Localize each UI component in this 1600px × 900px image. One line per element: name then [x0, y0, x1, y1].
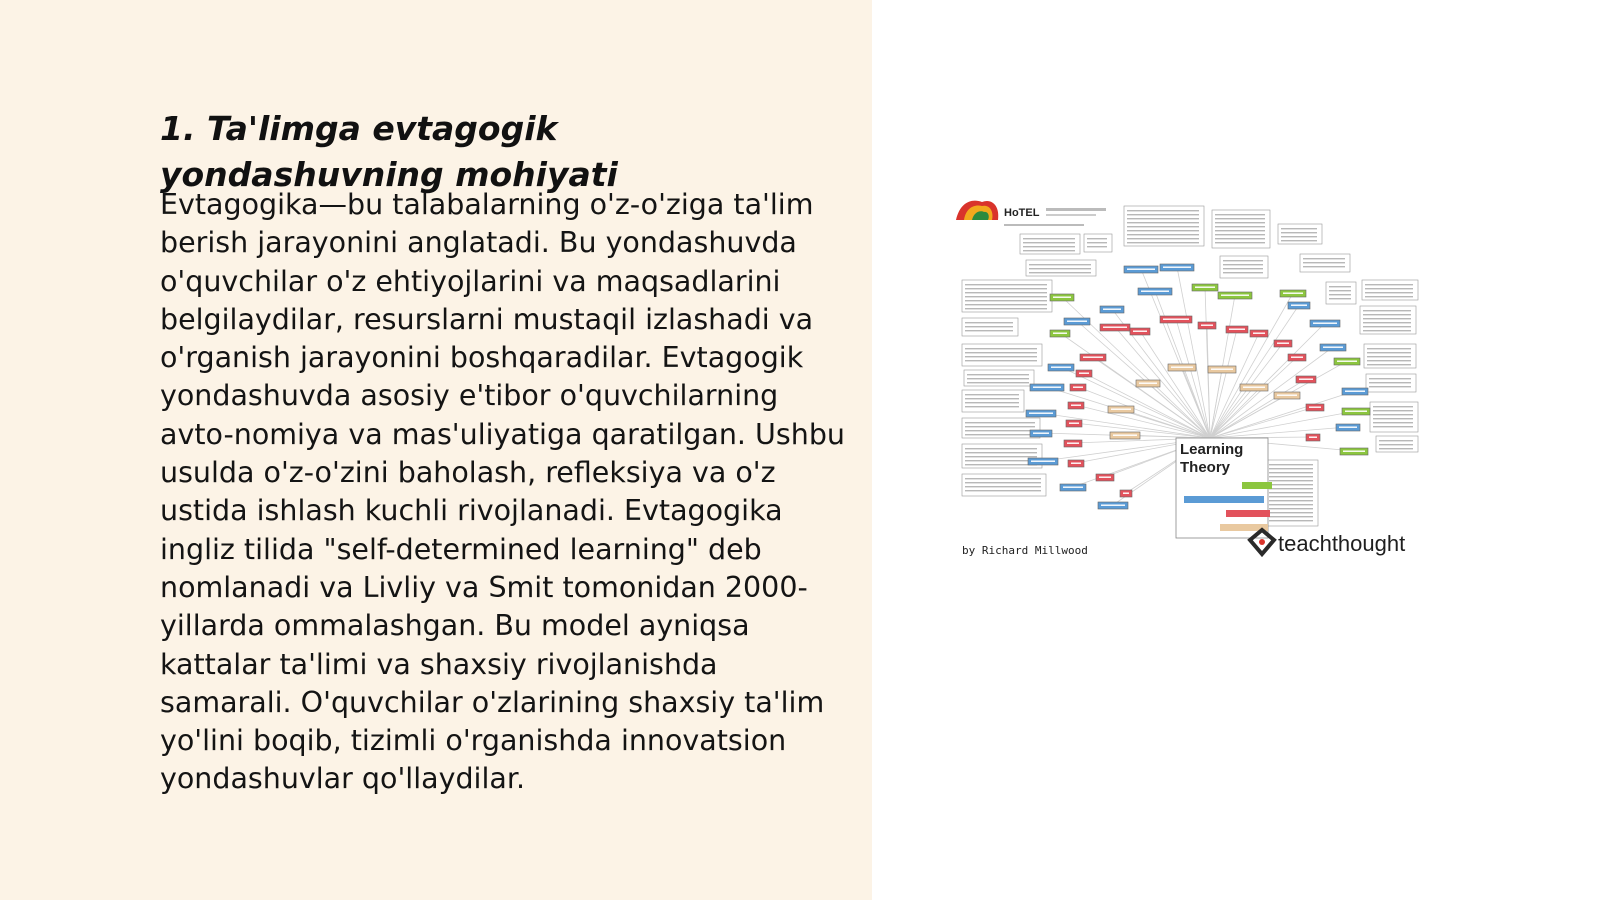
node-text-line [1171, 367, 1193, 368]
note-text-line [1363, 322, 1411, 323]
note-text-line [1367, 348, 1411, 349]
note-text-line [1127, 238, 1199, 239]
note-text-line [1373, 426, 1413, 427]
note-text-line [1367, 356, 1411, 357]
note-text-line [1329, 294, 1351, 295]
note-text-line [965, 326, 1013, 327]
node-text-line [1071, 463, 1081, 464]
note-text-line [965, 304, 1047, 305]
note-text-line [965, 422, 1035, 423]
node-text-line [1195, 287, 1215, 288]
node-text-line [1339, 427, 1357, 428]
note-text-line [965, 288, 1047, 289]
note-text-line [1127, 210, 1199, 211]
mindmap-note [962, 474, 1046, 496]
note-text-line [1223, 268, 1263, 269]
node-text-line [1127, 269, 1155, 270]
node-text-line [1277, 395, 1297, 396]
node-text-line [1343, 451, 1365, 452]
note-text-line [1023, 246, 1075, 247]
note-text-line [1303, 266, 1345, 267]
note-text-line [965, 356, 1037, 357]
note-text-line [1269, 508, 1313, 509]
node-text-line [1067, 321, 1087, 322]
note-text-line [1379, 440, 1413, 441]
note-text-line [1269, 512, 1313, 513]
note-text-line [1029, 268, 1091, 269]
node-text-line [1139, 383, 1157, 384]
note-text-line [965, 490, 1041, 491]
note-text-line [1365, 292, 1413, 293]
note-text-line [1363, 326, 1411, 327]
node-text-line [1033, 433, 1049, 434]
note-text-line [965, 486, 1041, 487]
note-text-line [1379, 448, 1413, 449]
node-text-line [1345, 391, 1365, 392]
node-text-line [1053, 297, 1071, 298]
note-text-line [1269, 492, 1313, 493]
note-text-line [1269, 504, 1313, 505]
node-text-line [1053, 333, 1067, 334]
note-text-line [1029, 272, 1091, 273]
teachthought-brand-text: teachthought [1278, 531, 1406, 556]
node-text-line [1103, 327, 1127, 328]
node-text-line [1313, 323, 1337, 324]
note-text-line [965, 300, 1047, 301]
note-text-line [1269, 476, 1313, 477]
note-text-line [1215, 238, 1265, 239]
note-text-line [1269, 516, 1313, 517]
note-text-line [965, 348, 1037, 349]
mindmap-note [1326, 282, 1356, 304]
note-text-line [965, 402, 1019, 403]
node-text-line [1073, 387, 1083, 388]
note-text-line [1373, 418, 1413, 419]
mindmap-note [962, 344, 1042, 366]
note-text-line [1023, 250, 1075, 251]
note-text-line [1281, 240, 1317, 241]
note-text-line [1269, 496, 1313, 497]
note-text-line [1329, 290, 1351, 291]
note-text-line [1127, 230, 1199, 231]
note-text-line [965, 456, 1037, 457]
note-text-line [1369, 386, 1411, 387]
note-text-line [1363, 330, 1411, 331]
note-text-line [965, 478, 1041, 479]
note-text-line [1369, 378, 1411, 379]
node-text-line [1323, 347, 1343, 348]
node-text-line [1221, 295, 1249, 296]
note-text-line [1303, 262, 1345, 263]
note-text-line [1127, 226, 1199, 227]
note-text-line [965, 308, 1047, 309]
note-text-line [1363, 310, 1411, 311]
note-text-line [965, 482, 1041, 483]
note-text-line [965, 398, 1019, 399]
note-text-line [1215, 242, 1265, 243]
node-text-line [1163, 319, 1189, 320]
note-text-line [1023, 242, 1075, 243]
note-text-line [1127, 222, 1199, 223]
note-text-line [1223, 264, 1263, 265]
note-text-line [1365, 288, 1413, 289]
node-text-line [1337, 361, 1357, 362]
slide-body-text: Evtagogika—bu talabalarning o'z-o'ziga ta'lim berish jarayonini anglatadi. Bu yondashuvda o'quvchilar o'z ehtiyojlarini va maqsadlarini belgilaydilar, resurslarni mustaqil izlashadi va o'rganish jarayonini boshqaradilar. Evtagogik yondashuvda asosiy e'tibor o'quvchilarning avto-nomiya va mas'uliyatiga qaratilgan. Ushbu usulda o'z-o'zini baholash, refleksiya va o'z ustida ishlash kuchli rivojlanadi. Evtagogika ingliz tilida "self-determined learning" deb nomlanadi va Livliy va Smit tomonidan 2000-yillarda ommalashgan. Bu model ayniqsa kattalar ta'limi va shaxsiy rivojlanishda samarali. O'quvchilar o'zlarining shaxsiy ta'lim yo'lini boqib, tizimli o'rganishda innovatsion yondashuvlar qo'llaydilar. [160, 188, 845, 796]
node-text-line [1291, 305, 1307, 306]
note-text-line [1281, 228, 1317, 229]
learning-theory-line1: Learning [1180, 441, 1244, 458]
note-text-line [1127, 242, 1199, 243]
node-text-line [1133, 331, 1147, 332]
mindmap-note [962, 390, 1024, 412]
note-text-line [1281, 232, 1317, 233]
note-text-line [1269, 488, 1313, 489]
note-text-line [965, 434, 1035, 435]
learning-theory-box [1176, 438, 1272, 538]
note-text-line [965, 406, 1019, 407]
note-text-line [965, 426, 1035, 427]
note-text-line [1367, 352, 1411, 353]
note-text-line [1215, 230, 1265, 231]
note-text-line [965, 430, 1035, 431]
note-text-line [965, 296, 1047, 297]
note-text-line [965, 452, 1037, 453]
learning-theory-mindmap-image [950, 198, 1450, 573]
note-text-line [1303, 258, 1345, 259]
node-text-line [1029, 413, 1053, 414]
node-text-line [1211, 369, 1233, 370]
slide-title: 1. Ta'limga evtagogik yondashuvning mohiyati [160, 109, 618, 194]
node-text-line [1069, 423, 1079, 424]
learning-theory-line2: Theory [1180, 459, 1231, 476]
note-text-line [1269, 472, 1313, 473]
note-text-line [1373, 410, 1413, 411]
note-text-line [1269, 480, 1313, 481]
note-text-line [965, 292, 1047, 293]
node-text-line [1163, 267, 1191, 268]
note-text-line [1365, 284, 1413, 285]
note-text-line [1363, 318, 1411, 319]
node-text-line [1063, 487, 1083, 488]
note-text-line [1215, 214, 1265, 215]
node-text-line [1141, 291, 1169, 292]
note-text-line [1379, 444, 1413, 445]
node-text-line [1243, 387, 1265, 388]
note-text-line [965, 360, 1037, 361]
note-text-line [1269, 468, 1313, 469]
note-text-line [1215, 234, 1265, 235]
note-text-line [1367, 360, 1411, 361]
note-text-line [965, 284, 1047, 285]
note-text-line [965, 464, 1037, 465]
note-text-line [1127, 218, 1199, 219]
node-text-line [1031, 461, 1055, 462]
mindmap-note [1220, 256, 1268, 278]
note-text-line [1269, 520, 1313, 521]
note-text-line [967, 374, 1029, 375]
note-text-line [1215, 226, 1265, 227]
note-text-line [1369, 382, 1411, 383]
note-text-line [965, 460, 1037, 461]
node-text-line [1033, 387, 1061, 388]
byline-text: by Richard Millwood [962, 544, 1088, 557]
node-text-line [1111, 409, 1131, 410]
node-text-line [1071, 405, 1081, 406]
node-text-line [1113, 435, 1137, 436]
note-text-line [965, 330, 1013, 331]
node-text-line [1101, 505, 1125, 506]
note-text-line [965, 352, 1037, 353]
note-text-line [1215, 222, 1265, 223]
node-text-line [1201, 325, 1213, 326]
note-text-line [1127, 234, 1199, 235]
note-text-line [1269, 464, 1313, 465]
note-text-line [1087, 242, 1107, 243]
node-text-line [1099, 477, 1111, 478]
note-text-line [1367, 364, 1411, 365]
note-text-line [1223, 260, 1263, 261]
note-text-line [965, 448, 1037, 449]
node-text-line [1103, 309, 1121, 310]
node-text-line [1079, 373, 1089, 374]
node-text-line [1123, 493, 1129, 494]
note-text-line [1215, 218, 1265, 219]
note-text-line [1223, 272, 1263, 273]
note-text-line [1363, 314, 1411, 315]
node-text-line [1277, 343, 1289, 344]
node-text-line [1283, 293, 1303, 294]
note-text-line [1127, 214, 1199, 215]
note-text-line [1373, 414, 1413, 415]
hotel-logo-text: HoTEL [1004, 207, 1040, 219]
note-text-line [1269, 484, 1313, 485]
node-text-line [1229, 329, 1245, 330]
note-text-line [1087, 246, 1107, 247]
note-text-line [965, 322, 1013, 323]
note-text-line [967, 382, 1029, 383]
note-text-line [1087, 238, 1107, 239]
node-text-line [1345, 411, 1367, 412]
node-text-line [1309, 437, 1317, 438]
note-text-line [1329, 298, 1351, 299]
note-text-line [967, 378, 1029, 379]
note-text-line [1269, 500, 1313, 501]
node-text-line [1067, 443, 1079, 444]
node-text-line [1253, 333, 1265, 334]
note-text-line [1023, 238, 1075, 239]
note-text-line [1329, 286, 1351, 287]
note-text-line [1365, 296, 1413, 297]
note-text-line [1029, 264, 1091, 265]
node-text-line [1299, 379, 1313, 380]
note-text-line [1373, 422, 1413, 423]
node-text-line [1309, 407, 1321, 408]
note-text-line [1281, 236, 1317, 237]
node-text-line [1083, 357, 1103, 358]
note-text-line [965, 394, 1019, 395]
node-text-line [1291, 357, 1303, 358]
node-text-line [1051, 367, 1071, 368]
note-text-line [1373, 406, 1413, 407]
